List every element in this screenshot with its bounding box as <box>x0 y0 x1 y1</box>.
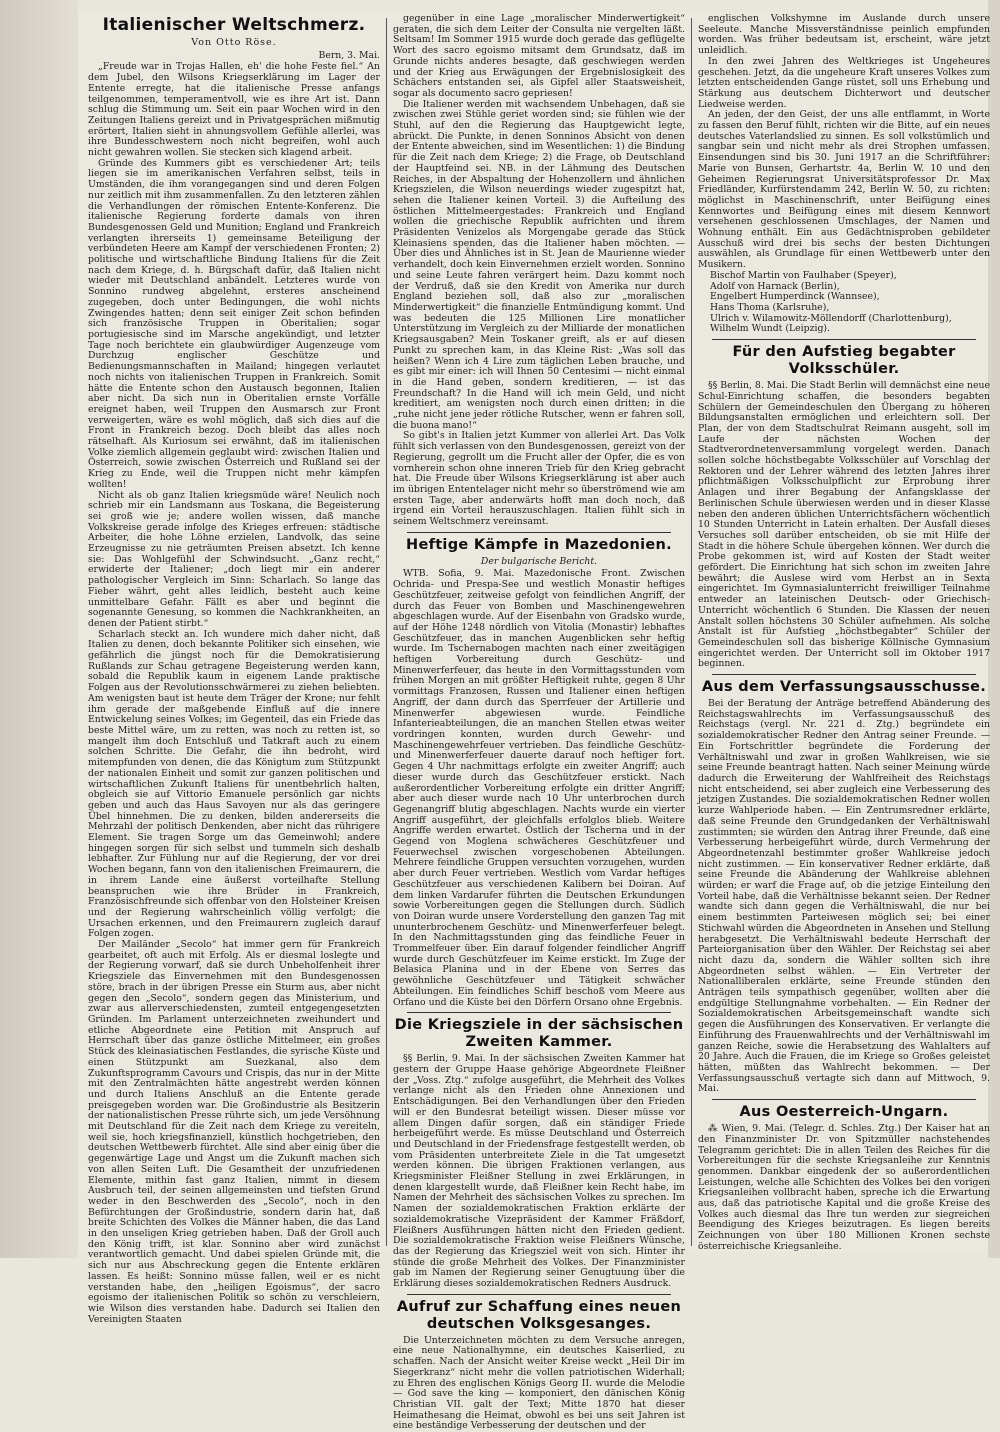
section-divider <box>407 1294 671 1295</box>
article-dateline: Bern, 3. Mai. <box>318 49 380 61</box>
article-paragraph: Die Italiener werden mit wachsendem Unbehagen, daß sie zwischen zwei Stühle geriet worden sind; sie fühlen wie der Stuhl, auf den die Regierung das Hauptgewicht legte, abrückt. Die Punkte, in denen Sonninos Absicht von denen der Entente abweichen, sind im Wesentlichen: 1) die Bindung für die Zeit nach dem Kriege; 2) die Frage, ob Deutschland der Hauptfeind sei. NB. in der Lähmung des Deutschen Reiches, in der Abspaltung der Hohenzollern und ähnlichen Kriegszielen, die Wilson neuerdings wieder zugespitzt hat, sehen die Italiener keinen Vorteil. 3) die Aufteilung des östlichen Mittelmeergestades: Frankreich und England wollen die griechische Republik aufrichten und ihrem Präsidenten Venizelos als Morgengabe gerade das Stück Kleinasiens spenden, das die Italiener haben möchten. — Über dies und Ähnliches ist in St. Jean de Maurienne wieder verhandelt, doch kein Einvernehmen erzielt worden. Sonnino und seine Leute fahren verärgert heim. Dazu kommt noch der Verdruß, daß sie den Kredit von Amerika nur durch England beziehen soll, daß also zur „moralischen Minderwertigkeit“ die finanzielle Entmündigung kommt. Und was bedeuten die 125 Millionen Lire monatlicher Unterstützung im Vergleich zu der Milliarde der monatlichen Kriegsausgaben? Mein Toskaner greift, als er auf diesen Punkt zu sprechen kam, in das Kleine Rist: „Was soll das heißen? Wenn ich 4 Lire zum täglichen Leben brauche, und es gibt mir einer: ich will Ihnen 50 Centesimi — nicht einmal in die Hand geben, sondern kreditieren, — ist das Freundschaft? In die Hand will ich mein Geld, und nicht kreditiert, am wenigsten noch durch einen dritten; in die „ruhe nicht jene jeder rötliche Rutscher, wenn er fahren soll, die buona mano!“ <box>393 98 685 431</box>
signatory: Ulrich v. Wilamowitz-Möllendorff (Charlottenburg), <box>710 312 952 324</box>
article-paragraph: Gründe des Kummers gibt es verschiedener Art; teils liegen sie im amerikanischen Verfahren selbst, teils in Umständen, die ihm vorangegangen sind und deren Folgen nur zeitlich mit ihm zusammenfallen. Zu den letzteren zählen die Verhandlungen der römischen Entente-Konferenz. Die italienische Regierung forderte damals von ihren Bundesgenossen Geld und Munition; England und Frankreich verlangten ihrerseits 1) gemeinsame Beteiligung der verbündeten Heere am Kampf der verschiedenen Fronten; 2) politische und wirtschaftliche Bindung Italiens für die Zeit nach dem Kriege, d. h. Bürgschaft dafür, daß Italien nicht wieder mit Deutschland anbändelt. Letzteres wurde von Sonnino rundweg abgelehnt, ersteres anscheinend zugegeben, doch unter Bedingungen, die wohl nichts Zwingendes hatten; denn seit einiger Zeit schon befinden sich französische Truppen in Oberitalien; sogar portugiesische sind im Marsche angekündigt, und letzter Tage noch berichtete ein glaubwürdiger Augenzeuge vom Durchzug englischer Geschütze und Bedienungsmannschaften in Mailand; hingegen verlautet noch nichts von italienischen Truppen in Frankreich. Somit hätte die Entente schon den Austausch begonnen, Italien aber nicht. Da sich nun in Oberitalien ernste Vorfälle ereignet haben, weil Truppen den Ausmarsch zur Front verweigerten, wäre es wohl möglich, daß sich dies auf die Front in Frankreich bezog. Doch bleibt das alles noch rätselhaft. Als Kuriosum sei erwähnt, daß im italienischen Volke ziemlich allgemein geglaubt wird: zwischen Italien und Österreich, sowie zwischen Österreich und Rußland sei der Krieg zu Ende, weil die Truppen nicht mehr kämpfen wollten! <box>88 157 380 490</box>
article-headline: Aus dem Verfassungsausschusse. <box>701 679 987 696</box>
headline-line: Aufruf zur Schaffung eines neuen <box>396 1298 682 1315</box>
article-paragraph: In den zwei Jahren des Weltkrieges ist Ungeheures geschehen. Jetzt, da die ungeheure Kraft unseres Volkes zum letzten entscheidenden Gange rüstet, soll uns Erhebung und Stärkung aus deutschem Dichterwort und deutscher Liedweise werden. <box>698 55 990 110</box>
section-divider <box>712 339 976 340</box>
column-rule <box>691 18 692 1246</box>
article-paragraph: Die Unterzeichneten möchten zu dem Versuche anregen, eine neue Nationalhymne, ein deutsches Kaiserlied, zu schaffen. Nach der Ansicht weiter Kreise weckt „Heil Dir im Siegerkranz“ nicht mehr die vollen patriotischen Widerhall; zu Ehren des englischen Königs Georg II. wurde die Melodie — God save the king — komponiert, den dänischen König Christian VII. galt der Text; Mitte 1870 hat dieser Heimathesang die Heimat, obwohl es bei uns seit Jahren ist eine beständige Verbesserung der deutschen und der <box>393 1334 685 1432</box>
article-byline: Von Otto Röse. <box>191 37 277 48</box>
article-paragraph: §§ Berlin, 9. Mai. In der sächsischen Zweiten Kammer hat gestern der Gruppe Haase gehörige Abgeordnete Fleißner der „Voss. Ztg.“ zufolge ausgeführt, die Mehrheit des Volkes verlange nicht als den Frieden ohne Annexionen und Entschädigungen. Bei den Verhandlungen über den Frieden will er den Bundesrat beteiligt wissen. Dieser müsse vor allem Dingen dafür sorgen, daß ein ständiger Friede herbeigeführt werde. Es müsse Deutschland und Österreich und Deutschland in der Friedensfrage festgestellt werden, ob vom Präsidenten unterbreitete Ziele in die Tat umgesetzt werden können. Die übrigen Fraktionen verlangen, aus Kriegsminister Fleißner Stellung in zwei Erklärungen, in denen klargestellt wurde, daß Fleißner kein Recht habe, im Namen der Mehrheit des sächsischen Volkes zu sprechen. Im Namen der sozialdemokratischen Fraktion erklärte der sozialdemokratische Vizepräsident der Kammer Fräßdorf, Fleißners Ausführungen hätten nicht den Frieden gedient. Die sozialdemokratische Fraktion weise Fleißners Wünsche, das der Regierung das Kriegsziel weit von sich. Hinter ihr stünde die große Mehrheit des Volkes. Der Finanzminister gab im Namen der Regierung seiner Genugtuung über die Erklärung dieses sozialdemokratischen Redners Ausdruck. <box>393 1053 685 1290</box>
article-paragraph: So gibt's in Italien jetzt Kummer von allerlei Art. Das Volk fühlt sich verlassen von den Bundesgenossen, gereizt von der Regierung, gegrollt um die Frucht aller der Opfer, die es von vornherein schon ohne inneren Trieb für den Krieg gebracht hat. Die Freude über Wilsons Kriegserklärung ist aber auch im übrigen Ententelager nicht mehr so überströmend wie am ersten Tage, aber anderwärts hofft man doch noch, daß irgend ein Vorteil herauszuschlagen. Italien fühlt sich in seinem Weltschmerz vereinsamt. <box>393 430 685 528</box>
article-paragraph: ⁂ Wien, 9. Mai. (Telegr. d. Schles. Ztg.) Der Kaiser hat an den Finanzminister Dr. von Spitzmüller nachstehendes Telegramm gerichtet: Die in allen Teilen des Reiches für die Vorbereitungen für die sechste Kriegsanleihe zur Kenntnis genommen. Dankbar eingedenk der so außerordentlichen Leistungen, welche alle Schichten des Volkes bei den vorigen Kriegsanleihen vollbracht haben, spreche ich die Erwartung aus, daß das patriotische Kapital und die große Kreise des Volkes auch diesmal das Ihre tun werden zur siegreichen Beendigung des Krieges beizutragen. Es liegen bereits Zeichnungen von über 180 Millionen Kronen sechste österreichische Kriegsanleihe. <box>698 1123 990 1252</box>
headline-line: deutschen Volksgesanges. <box>426 1315 652 1332</box>
article-paragraph: gegenüber in eine Lage „moralischer Minderwertigkeit“ geraten, die sich dem Leiter der Consulta nie vergelten läßt. Seltsam! Im Sommer 1915 wurde doch gerade das geflügelte Wort des sacro egoismo mitsamt dem Grundsatz, daß im Grunde nichts anderes besagte, daß geschwiegen werden und der Krieg aus Erwägungen der Ergebnislosigkeit des Schächers entstanden sei, als Gipfel aller Staatsweisheit, sogar als documento sacro gepriesen! <box>393 13 685 99</box>
article-headline <box>393 1017 685 1051</box>
article-paragraph: WTB. Sofia, 9. Mai. Mazedonische Front. Zwischen Ochrida- und Prespa-See und westlich Monastir heftiges Geschützfeuer, zeitweise gefolgt von feindlichen Angriff, der durch das Feuer von Bomben und Maschinengewehren abgeschlagen wurde. Auf der Eisenbahn von Gradsko wurde, auf der Höhe 1248 nördlich von Vitolia (Monastir) lebhaftes Geschützfeuer, das in manchen Augenblicken sehr heftig wurde. Im Tschernabogen machten nach einer zweitägigen heftigen Vorbereitung durch Geschütz- und Minenwerferfeuer, das heute in den Vormittagsstunden vom frühen Morgen an mit größter Heftigkeit ruhte, gegen 8 Uhr vormittags Franzosen, Russen und Italiener einen heftigen Angriff, der dann durch das Sperrfeuer der Artillerie und Minenwerfer abgewiesen wurde. Feindliche Infanterieabteilungen, die an manchen Stellen etwas weiter vordringen konnten, wurden durch Gewehr- und Maschinengewehrfeuer vertrieben. Das feindliche Geschütz- und Minenwerferfeuer dauerte darauf noch heftiger fort. Gegen 4 Uhr nachmittags erfolgte ein zweiter Angriff; auch dieser wurde durch das Geschützfeuer erstickt. Nach außerordentlicher Vorbereitung erfolgte ein dritter Angriff; aber auch dieser wurde nach 10 Uhr unterbrochen durch Gegenangriff blutig abgeschlagen. Nachts wurde ein vierter Angriff ausgeführt, der gleichfalls erfolglos blieb. Weitere Angriffe werden erwartet. Östlich der Tscherna und in der Gegend von Moglena schwächeres Geschützfeuer und Feuerwechsel zwischen vorgeschobenen Abteilungen. Mehrere feindliche Gruppen versuchten vorzugehen, wurden aber durch Feuer vertrieben. Westlich vom Vardar heftiges Geschützfeuer aus verschiedenen Kalibern bei Doiran. Auf dem linken Vardarufer führten die Deutschen Erkundungen sowie Vorbereitungen gegen die Stellungen durch. Südlich von Doiran wurde unsere Vorderstellung den ganzen Tag mit ununterbrochenem Geschütz- und Minenwerferfeuer belegt. In den Nachmittagsstunden ging das feindliche Feuer in Trommelfeuer über. Ein darauf folgender feindlicher Angriff wurde durch Geschützfeuer im Keime erstickt. Im Zuge der Belasica Planina und in der Ebene von Serres das gewöhnliche Geschützfeuer und Tätigkeit schwächer Abteilungen. Ein feindliches Schiff beschoß vom Meere aus Orfano und die Küste bei den Dörfern Orsano ohne Ergebnis. <box>393 568 685 1008</box>
article-headline: Heftige Kämpfe in Mazedonien. <box>406 536 672 553</box>
article-paragraph: Bei der Beratung der Anträge betreffend Abänderung des Reichstagswahlrechts im Verfassungsausschuß des Reichstags (vergl. Nr. 221 d. Ztg.) begründete ein sozialdemokratischer Redner den Antrag seiner Freunde. — Ein Fortschrittler begründete die Forderung der Verhältniswahl und zwar in großen Wahlkreisen, wie sie seine Freunde beantragt hatten. Nach seiner Meinung würde dadurch die Erweiterung der Wahlfreiheit des Reichstags nicht entscheidend, sei aber zugleich eine Verbesserung des jetzigen Zustandes. Die sozialdemokratischen Redner wollen kurze Wahlperiode haben. — Ein Zentrumsredner erklärte, daß seine Freunde den Grundgedanken der Verhältniswahl zustimmten; sie würden den Antrag ihrer Freunde, daß eine Verbesserung herbeigeführt würde, durch Vermehrung der Abgeordnetenzahl bestimmter großer Wahlkreise jedoch nicht zustimmen. — Ein konservativer Redner erklärte, daß seine Freunde die Abänderung der Wahlkreise ablehnen würden; er warf die Frage auf, ob die jetzige Einteilung den Vorteil habe, daß die Verhältnisse bekannt seien. Der Redner wandte sich dann gegen die Verhältniswahl, die nur bei einem bestimmten Parteiwesen möglich sei; bei einer Stichwahl würden die Abgeordneten in Ansehen und Stellung herabgesetzt. Die Verhältniswahl bedeute Herrschaft der Parteiorganisation über den Wähler. Der Reichstag sei aber nicht dazu da, sondern die Wähler sollten sich ihre Abgeordneten selbst wählen. — Ein Vertreter der Nationalliberalen erklärte, seine Freunde stünden den Anträgen teils sympathisch gegenüber, wollten aber die endgültige Stellungnahme vorbehalten. — Ein Redner der Sozialdemokratischen Arbeitsgemeinschaft wandte sich gegen die Ausführungen des Konservativen. Er verlangte die Einführung des Frauenwahlrechts und der Verhältniswahl im ganzen Reiche, sowie die Herabsetzung des Wahlalters auf 20 Jahre. Auch die Frauen, die im Kriege so Großes geleistet hätten, müßten das Wahlrecht bekommen. — Der Verfassungsausschuß vertagte sich dann auf Mittwoch, 9. Mai. <box>698 698 990 1095</box>
article-paragraph: Der Mailänder „Secolo“ hat immer gern für Frankreich gearbeitet, oft auch mit Erfolg. Als er diesmal loslegte und der Regierung vorwarf, daß sie durch Unbeholfenheit ihrer Kriegsziele das Einvernehmen mit den Bundesgenossen störe, brach in der übrigen Presse ein Sturm aus, aber nicht gegen den „Secolo“, sondern gegen das Ministerium, und zwar aus allerverschiedensten, zumteil entgegengesetzten Gründen. Im Parlament unterzeichneten zweihundert und etliche Abgeordnete eine Petition mit Anspruch auf Herrschaft über das ganze östliche Mittelmeer, ein großes Stück des kleinasiatischen Festlandes, die syrische Küste und einen Stützpunkt am Suezkanal, also dem Zukunftsprogramm Cavours und Crispis, das nur in der Mitte mit den Zentralmächten hätte angestrebt werden können und durch Italiens Anschluß an die Entente gerade preisgegeben worden war. Die Großindustrie als Besitzerin der nationalistischen Presse rührte sich, um jede Versöhnung mit Deutschland für die Zeit nach dem Kriege zu vereiteln, weil sie, hoch kriegsfinanziell, künstlich hochgetrieben, den deutschen Wettbewerb fürchtet. Alle sind aber einig über die gegenwärtige Lage und Angst um die Zukunft machen sich von allen Seiten Luft. Die Gesamtheit der unzufriedenen Elemente, mithin fast ganz Italien, nimmt in diesem Ausbruch teil, der seinen allgemeinsten und tiefsten Grund weder in den Beschwerden des „Secolo“, noch in den Befürchtungen der Großindustrie, sondern darin hat, daß breite Schichten des Volkes die Männer haben, die das Land in den unseligen Krieg getrieben haben. Daß der Groll auch den König trifft, ist klar. Sonnino aber wird zunächst verantwortlich gemacht. Und dabei spielen Gründe mit, die sich nur aus Abschreckung gegen die Entente erklären lassen. Es heißt: Sonnino müsse fallen, weil er es nicht verstanden habe, den „heiligen Egoismus“, der sacro egoismo der italienischen Politik so schön zu verschleiern, wie Wilson dies verstanden habe. Dadurch sei Italien den Vereinigten Staaten <box>88 939 380 1325</box>
section-divider <box>712 674 976 675</box>
column-rule <box>386 18 387 1246</box>
signatory: Bischof Martin von Faulhaber (Speyer), <box>710 269 897 281</box>
headline-line: Die Kriegsziele in der sächsischen <box>394 1017 684 1034</box>
column-3 <box>698 13 990 1252</box>
article-headline: Für den Aufstieg begabter Volksschüler. <box>732 344 956 378</box>
column-1 <box>88 14 380 1325</box>
article-headline: Aus Oesterreich-Ungarn. <box>739 1104 949 1121</box>
signatory: Engelbert Humperdinck (Wannsee), <box>710 291 880 303</box>
article-paragraph: §§ Berlin, 8. Mai. Die Stadt Berlin will demnächst eine neue Schul-Einrichtung schaffen, die besonders begabten Schülern der Gemeindeschulen den Übergang zu höheren Bildungsanstalten ermöglichen und erleichtern soll. Der Plan, der von dem Stadtschulrat Reimann ausgeht, soll im Laufe der nächsten Wochen der Stadtverordnetenversammlung vorgelegt werden. Danach sollen solche höchstbegabte Volksschüler auf Vorschlag der Rektoren und der Lehrer während des letzten Jahres ihrer pflichtmäßigen Volksschulpflicht zur Erprobung ihrer Anlagen und ihrer Begabung der Anfangsklasse der Berlinischen Schule überwiesen werden und in dieser Klasse neben den anderen üblichen Unterrichtsfächern wöchentlich 10 Stunden Unterricht in Latein erhalten. Der Ausfall dieses Versuches soll darüber entscheiden, ob sie mit Hilfe der Stadt in die höhere Schule übergehen können. Wer durch die Probe gekommen ist, wird auf Kosten der Stadt weiter gefördert. Die Einrichtung hat sich schon im zweiten Jahre bewährt; die Auslese wird vom Herbst an in Sexta eingerichtet. Im Gymnasialunterricht freiwilliger Teilnahme entweder an lateinischen Deutsch- oder Griechisch-Unterricht wöchentlich 6 Stunden. Die Klassen der neuen Anstalt sollen höchstens 30 Schüler aufnehmen. Als solche Anstalt ist für Aufstieg „höchstbegabter“ Schüler der Gemeindeschulen soll das bisherige Köllnische Gymnasium eingerichtet werden. Der Unterricht soll im Oktober 1917 beginnen. <box>698 380 990 670</box>
section-divider <box>407 532 671 533</box>
binding-gutter <box>0 0 78 1258</box>
article-paragraph: Nicht als ob ganz Italien kriegsmüde wäre! Neulich noch schrieb mir ein Landsmann aus Toskana, die Begeisterung sei groß wie je; andere wollen wissen, daß manche Volkskreise gerade infolge des Krieges erfreuen: städtische Arbeiter, die hohe Löhne erzielen, Landvolk, das seine Erzeugnisse zu nie geträumten Preisen absetzt. Ich kenne sie: Das Wohlgefühl der Schwindsucht. „Ganz recht,“ erwiderte der Italiener; „doch liegt mir ein anderer pathologischer Vergleich im Sinn: Scharlach. So lange das Fieber währt, geht alles leidlich, besteht auch keine unmittelbare Gefahr. Fällt es aber und beginnt die sogenannte Genesung, so kommen die Nachkrankheiten, an denen der Patient stirbt.“ <box>88 489 380 629</box>
column-2 <box>393 13 685 1432</box>
signatory: Adolf von Harnack (Berlin), <box>710 280 840 292</box>
article-paragraph: An jeden, der den Geist, der uns alle entflammt, in Worte zu fassen den Beruf fühlt, richten wir die Bitte, auf ein neues deutsches Vaterlandslied zu sinnen. Es soll volkstümlich und sangbar sein und nicht mehr als drei Strophen umfassen. Einsendungen sind bis 30. Juni 1917 an die Schriftführer: Marie von Bunsen, Gerhartstr. 4a, Berlin W. 10 und den Geheimen Regierungsrat Universitätsprofessor Dr. Max Friedländer, Kurfürstendamm 242, Berlin W. 50, zu richten: möglichst in Maschinenschrift, unter Beifügung eines Kennwortes und Beifügung eines mit diesem Kennwort versehenen geschlossenen Umschlages, der Namen und Wohnung enthält. Ein aus Gedächtnisproben gebildeter Ausschuß wird drei bis sechs der besten Dichtungen auswählen, als Grundlage für einen Wettbewerb unter den Musikern. <box>698 109 990 271</box>
signatory: Wilhelm Wundt (Leipzig). <box>710 323 831 335</box>
signatory: Hans Thoma (Karlsruhe), <box>710 301 830 313</box>
article-paragraph: „Freude war in Trojas Hallen, eh' die hohe Feste fiel.“ An dem Jubel, den Wilsons Kriegserklärung im Lager der Entente erregte, hat die italienische Presse anfangs teilgenommen, temperamentvoll, wie es ihre Art ist. Dann schlug die Stimmung um. Seit ein paar Wochen wird in den Zeitungen Italiens gereizt und in Privatgesprächen mißmutig erörtert, Italien sieht in ahnungsvollem Gefühle allerlei, was ihre Bundesschwestern noch nicht begreifen, wohl auch nicht gewahren wollen. Sie stecken sich klagend arbeit. <box>88 61 380 159</box>
article-headline <box>393 1299 685 1333</box>
section-divider <box>712 1099 976 1100</box>
article-subheadline: Der bulgarische Bericht. <box>480 555 598 567</box>
article-headline: Italienischer Weltschmerz. <box>102 15 366 35</box>
article-paragraph: englischen Volkshymne im Auslande durch unsere Seeleute. Manche Missverständnisse peinlich empfunden worden. Was früher bedeutsam ist, erscheint, wäre jetzt unleidlich. <box>698 13 990 57</box>
headline-line: Zweiten Kammer. <box>465 1034 613 1051</box>
article-paragraph: Scharlach steckt an. Ich wundere mich daher nicht, daß Italien zu denen, doch bekannte Politiker sich einsehen, wie gefährlich die jüngst noch für die Demokratisierung Rußlands zur Schau getragene Begeisterung werden kann, sobald die Republik kaum in eigenem Lande praktische Folgen aus der Revolutionsschwärmerei zu ziehen beliebten. Am wenigsten baut ist heute dem Träger der Krone; nur fehlt ihm gerade der maßgebende Einfluß auf die innere Entwickelung seines Volkes; im Gegenteil, das ein Friede das beste Mittel wäre, um zu retten, was noch zu retten ist, so mangelt ihm doch Entschluß und Tatkraft auch zu einem solchen Schritte. Die Gefahr, die ihn bedroht, wird mitempfunden von denen, die das Königtum zum Stützpunkt der nationalen Einheit und somit zur ganzen politischen und wirtschaftlichen Zukunft Italiens für unentbehrlich halten, obgleich sie auf Vittorio Emanuele persönlich gar nichts geben und auch das Haus Savoyen nur als das geringere Übel hinnehmen. Die zu denken, bilden andererseits die Mehrzahl der politisch Denkenden, aber nicht das rührigere Element. Sie tragen Sorge um das Gemeinwohl; andere hingegen sorgen für sich selbst und tummeln sich deshalb lebhafter. Zur Fühlung nur auf die Regierung, der vor drei Wochen begann, fann von den italienischen Freimaurern, die in ihrem Lande eine äußerst vorteilhafte Stellung beanspruchen wie ihre Brüder in Frankreich, Französischfreunde sich offenbar von den Holsteiner Kreisen und der Regierung wahrscheinlich völlig verfolgt; die Ursachen erkennen, und den Freimaurern zugleich darauf Folgen zogen. <box>88 628 380 940</box>
section-divider <box>407 1012 671 1013</box>
